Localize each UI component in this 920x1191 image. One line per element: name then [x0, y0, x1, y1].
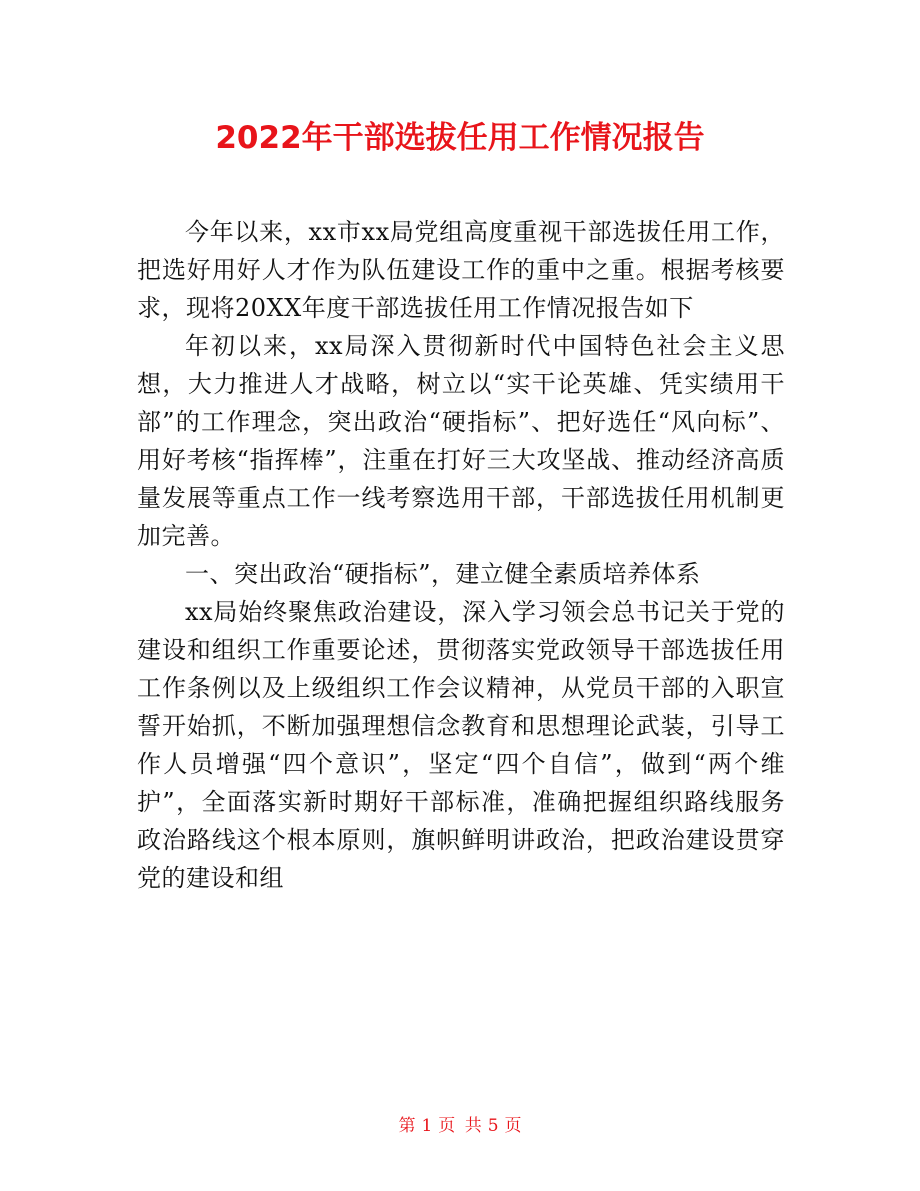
document-body [137, 213, 785, 897]
footer-prefix: 第 [398, 1116, 416, 1136]
footer-middle: 页 共 [438, 1116, 482, 1136]
paragraph-overview: 年初以来，xx局深入贯彻新时代中国特色社会主义思想，大力推进人才战略，树立以“实干论英雄、凭实绩用干部”的工作理念，突出政治“硬指标”、把好选任“风向标”、用好考核“指挥棒”，注重在打好三大攻坚战、推动经济高质量发展等重点工作一线考察选用干部，干部选拔任用机制更加完善。 [137, 332, 785, 550]
page-footer [0, 1114, 920, 1138]
footer-suffix: 页 [504, 1116, 522, 1136]
section-heading-1: 一、突出政治“硬指标”，建立健全素质培养体系 [185, 560, 701, 588]
footer-page-number: 1 [421, 1116, 433, 1136]
paragraph-section-1: xx局始终聚焦政治建设，深入学习领会总书记关于党的建设和组织工作重要论述，贯彻落实党政领导干部选拔任用工作条例以及上级组织工作会议精神，从党员干部的入职宣誓开始抓，不断加强理想信念教育和思想理论武装，引导工作人员增强“四个意识”，坚定“四个自信”，做到“两个维护”，全面落实新时期好干部标准，准确把握组织路线服务政治路线这个根本原则，旗帜鲜明讲政治，把政治建设贯穿党的建设和组 [137, 598, 785, 892]
paragraph-intro: 今年以来，xx市xx局党组高度重视干部选拔任用工作，把选好用好人才作为队伍建设工作的重中之重。根据考核要求，现将20XX年度干部选拔任用工作情况报告如下 [137, 218, 785, 322]
footer-total-pages: 5 [487, 1116, 499, 1136]
document-title: 2022年干部选拔任用工作情况报告 [215, 120, 705, 156]
